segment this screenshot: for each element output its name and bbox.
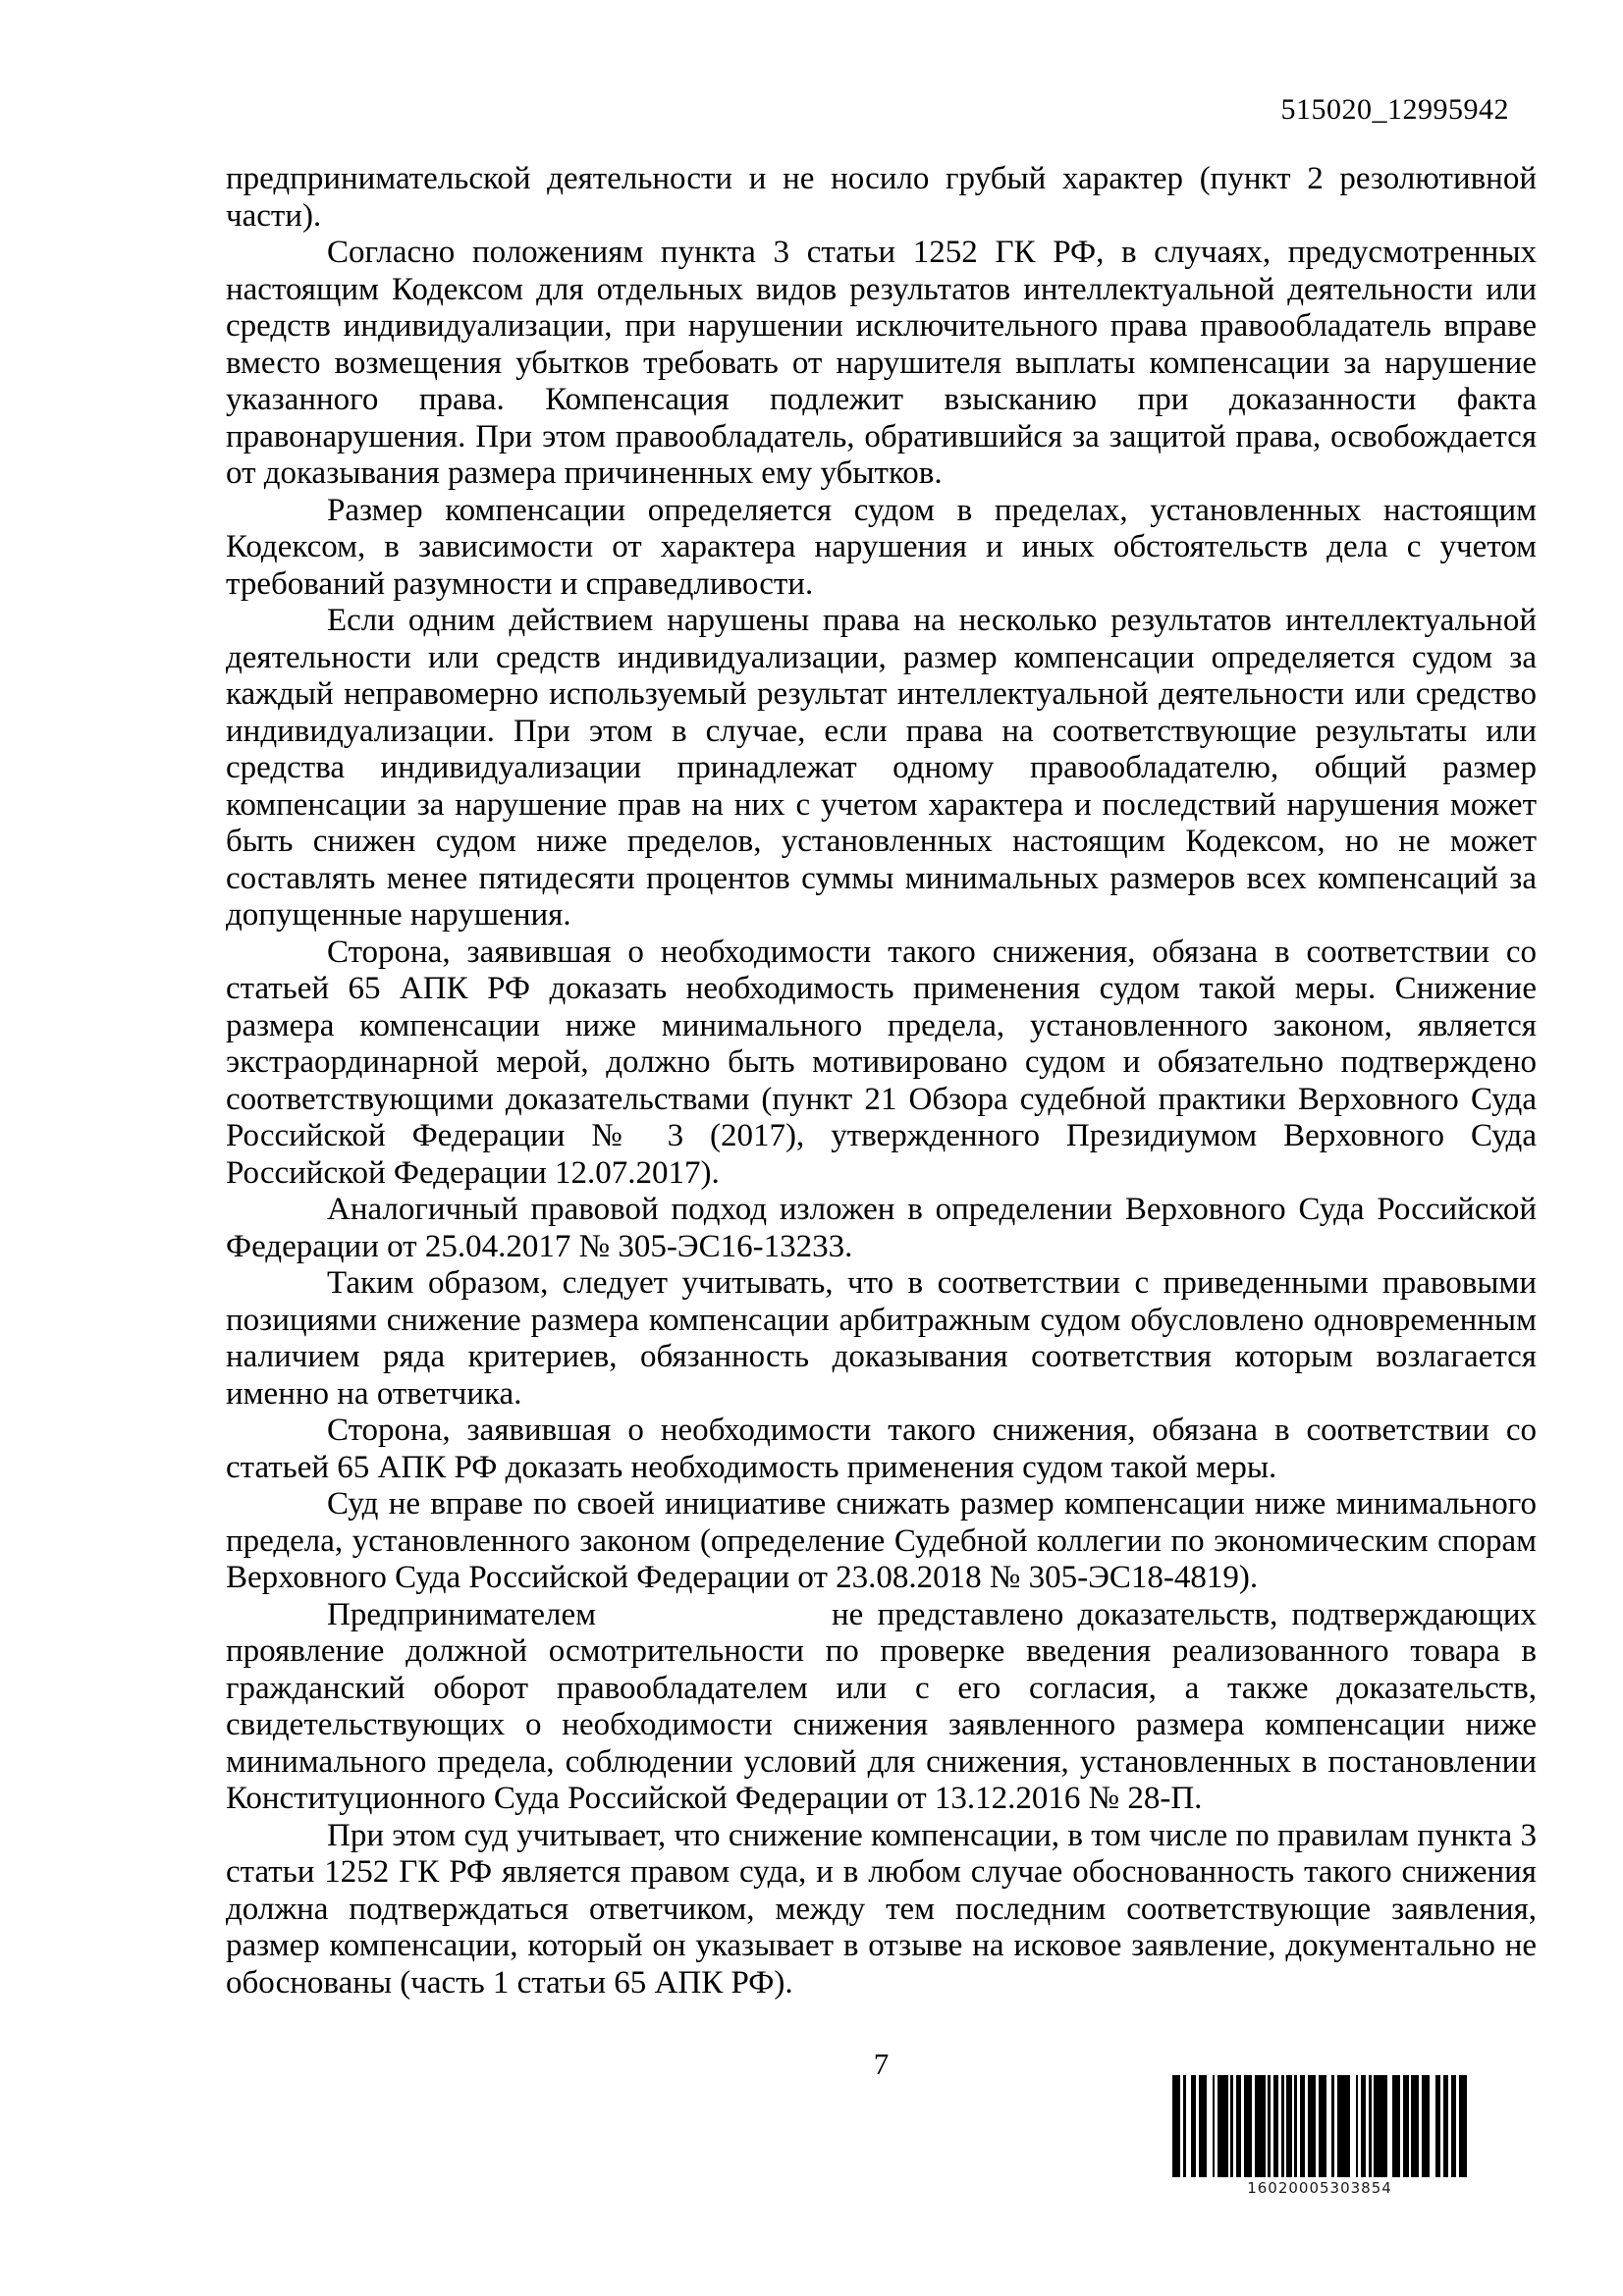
paragraph: Если одним действием нарушены права на несколько результатов интеллектуальной деятельности или средств индивидуализации, размер компенсации определяется судом за каждый неправомерно используемый результат интеллектуальной деятельности или средство индивидуализации. При этом в случае, если права на соответствующие результаты или средства индивидуализации принадлежат одному правообладателю, общий размер компенсации за нарушение прав на них с учетом характера и последствий нарушения может быть снижен судом ниже пределов, установленных настоящим Кодексом, но не может составлять менее пятидесяти процентов суммы минимальных размеров всех компенсаций за допущенные нарушения. (226, 603, 1537, 933)
page-number: 7 (873, 2047, 890, 2081)
paragraph: При этом суд учитывает, что снижение компенсации, в том числе по правилам пункта 3 статьи 1252 ГК РФ является правом суда, и в любом случае обоснованность такого снижения должна подтверждаться ответчиком, между тем последним соответствующие заявления, размер компенсации, который он указывает в отзыве на исковое заявление, документально не обоснованы (часть 1 статьи 65 АПК РФ). (226, 1817, 1537, 2001)
paragraph: Таким образом, следует учитывать, что в соответствии с приведенными правовыми позициями снижение размера компенсации арбитражным судом обусловлено одновременным наличием ряда критериев, обязанность доказывания соответствия которым возлагается именно на ответчика. (226, 1265, 1537, 1412)
paragraph: Сторона, заявившая о необходимости такого снижения, обязана в соответствии со статьей 65 АПК РФ доказать необходимость применения судом такой меры. Снижение размера компенсации ниже минимального предела, установленного законом, является экстраординарной мерой, должно быть мотивировано судом и обязательно подтверждено соответствующими доказательствами (пункт 21 Обзора судебной практики Верховного Суда Российской Федерации № 3 (2017), утвержденного Президиумом Верховного Суда Российской Федерации 12.07.2017). (226, 934, 1537, 1191)
document-body (226, 161, 1537, 2002)
paragraph: Суд не вправе по своей инициативе снижать размер компенсации ниже минимального предела, установленного законом (определение Судебной коллегии по экономическим спорам Верховного Суда Российской Федерации от 23.08.2018 № 305-ЭС18-4819). (226, 1486, 1537, 1595)
paragraph: Аналогичный правовой подход изложен в определении Верховного Суда Российской Федерации от 25.04.2017 № 305-ЭС16-13233. (226, 1192, 1537, 1264)
paragraph: предпринимательской деятельности и не носило грубый характер (пункт 2 резолютивной части). (226, 161, 1537, 234)
paragraph: Размер компенсации определяется судом в пределах, установленных настоящим Кодексом, в зависимости от характера нарушения и иных обстоятельств дела с учетом требований разумности и справедливости. (226, 492, 1537, 602)
barcode-bars-icon (1172, 2075, 1467, 2177)
paragraph-text-after-gap: не представлено доказательств, подтверждающих проявление должной осмотрительности по проверке введения реализованного товара в гражданский оборот правообладателем или с его согласия, а также доказательств, свидетельствующих о необходимости снижения заявленного размера компенсации ниже минимального предела, соблюдении условий для снижения, установленных в постановлении Конституционного Суда Российской Федерации от 13.12.2016 № 28-П. (226, 1596, 1537, 1816)
paragraph-text-before-gap: Предпринимателем (327, 1596, 596, 1632)
paragraph: Сторона, заявившая о необходимости такого снижения, обязана в соответствии со статьей 65 АПК РФ доказать необходимость применения судом такой меры. (226, 1413, 1537, 1485)
paragraph-with-redaction (226, 1597, 1537, 1818)
barcode (1172, 2075, 1467, 2197)
barcode-value: 16020005303854 (1247, 2179, 1392, 2197)
paragraph: Согласно положениям пункта 3 статьи 1252 ГК РФ, в случаях, предусмотренных настоящим Кодексом для отдельных видов результатов интеллектуальной деятельности или средств индивидуализации, при нарушении исключительного права правообладатель вправе вместо возмещения убытков требовать от нарушителя выплаты компенсации за нарушение указанного права. Компенсация подлежит взысканию при доказанности факта правонарушения. При этом правообладатель, обратившийся за защитой права, освобождается от доказывания размера причиненных ему убытков. (226, 235, 1537, 491)
redacted-name-gap (596, 1624, 832, 1625)
document-number: 515020_12995942 (1280, 93, 1509, 126)
